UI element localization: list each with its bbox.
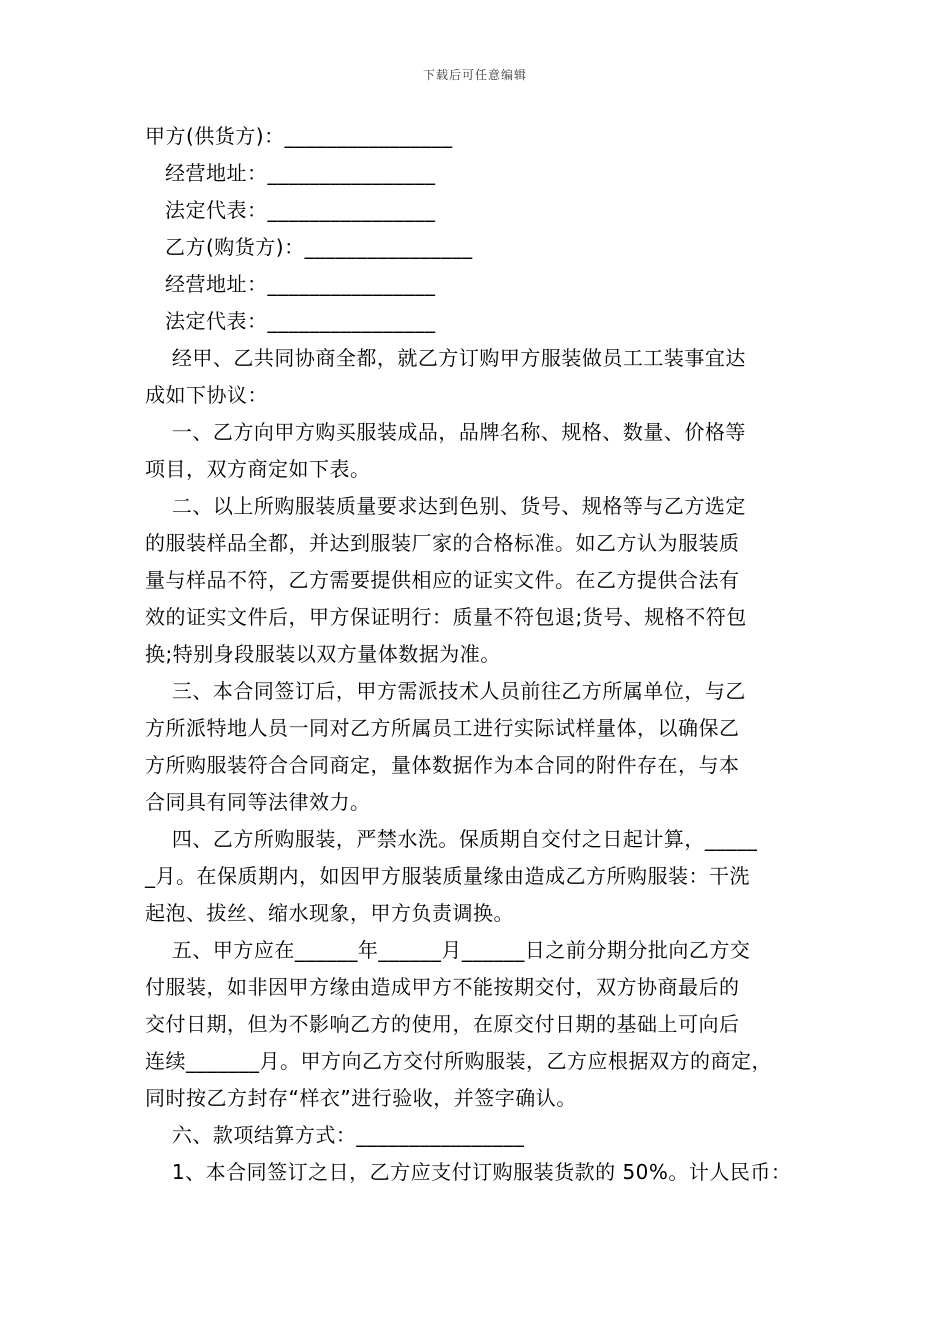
party-b-rep: 法定代表：________________ xyxy=(165,309,436,333)
paragraph-line: 项目，双方商定如下表。 xyxy=(145,457,371,481)
paragraph-line: 连续_______月。甲方向乙方交付所购服装，乙方应根据双方的商定， xyxy=(145,1049,772,1073)
paragraph-line: 方所派特地人员一同对乙方所属员工进行实际试样量体，以确保乙 xyxy=(145,716,740,740)
paragraph-intro xyxy=(145,340,825,414)
paragraph-line: 效的证实文件后，甲方保证明行：质量不符包退;货号、规格不符包 xyxy=(145,605,747,629)
paragraph-payment-1 xyxy=(145,1154,825,1191)
paragraph-line: 一、乙方向甲方购买服装成品，品牌名称、规格、数量、价格等 xyxy=(165,420,746,444)
party-a-label: 甲方(供货方)：________________ xyxy=(145,124,453,148)
paragraph-line: _月。在保质期内，如因甲方服装质量缘由造成乙方所购服装：干洗 xyxy=(145,864,750,888)
paragraph-line: 交付日期，但为不影响乙方的使用，在原交付日期的基础上可向后 xyxy=(145,1012,740,1036)
paragraph-clause-4 xyxy=(145,821,825,932)
paragraph-line: 量与样品不符，乙方需要提供相应的证实文件。在乙方提供合法有 xyxy=(145,568,740,592)
paragraph-line: 合同具有同等法律效力。 xyxy=(145,790,371,814)
paragraph-clause-3 xyxy=(145,673,825,821)
party-b-label: 乙方(购货方)：________________ xyxy=(165,235,473,259)
party-a-rep: 法定代表：________________ xyxy=(165,198,436,222)
header-note: 下载后可任意编辑 xyxy=(422,68,527,82)
paragraph-line: 成如下协议： xyxy=(145,383,268,407)
paragraph-clause-6 xyxy=(145,1117,825,1154)
paragraph-line: 的服装样品全都，并达到服装厂家的合格标准。如乙方认为服装质 xyxy=(145,531,740,555)
paragraph-line: 三、本合同签订后，甲方需派技术人员前往乙方所属单位，与乙 xyxy=(165,679,746,703)
paragraph-clause-1 xyxy=(145,414,825,488)
paragraph-line: 1、本合同签订之日，乙方应支付订购服装货款的 50%。计人民币： xyxy=(165,1160,792,1184)
paragraph-clause-2 xyxy=(145,488,825,673)
paragraph-line: 同时按乙方封存“样衣”进行验收，并签字确认。 xyxy=(145,1086,577,1110)
paragraph-line: 起泡、拔丝、缩水现象，甲方负责调换。 xyxy=(145,901,514,925)
paragraph-line: 五、甲方应在______年______月______日之前分期分批向乙方交 xyxy=(165,938,751,962)
party-b-address: 经营地址：________________ xyxy=(165,272,436,296)
paragraph-line: 换;特别身段服装以双方量体数据为准。 xyxy=(145,642,501,666)
paragraph-line: 方所购服装符合合同商定，量体数据作为本合同的附件存在，与本 xyxy=(145,753,740,777)
contract-body xyxy=(145,118,825,1191)
paragraph-line: 二、以上所购服装质量要求达到色别、货号、规格等与乙方选定 xyxy=(165,494,746,518)
paragraph-line: 六、款项结算方式：________________ xyxy=(165,1123,525,1147)
paragraph-clause-5 xyxy=(145,932,825,1117)
paragraph-line: 四、乙方所购服装，严禁水洗。保质期自交付之日起计算，_____ xyxy=(165,827,758,851)
paragraph-line: 付服装，如非因甲方缘由造成甲方不能按期交付，双方协商最后的 xyxy=(145,975,740,999)
paragraph-line: 经甲、乙共同协商全都，就乙方订购甲方服装做员工工装事宜达 xyxy=(165,346,746,370)
party-a-address: 经营地址：________________ xyxy=(165,161,436,185)
